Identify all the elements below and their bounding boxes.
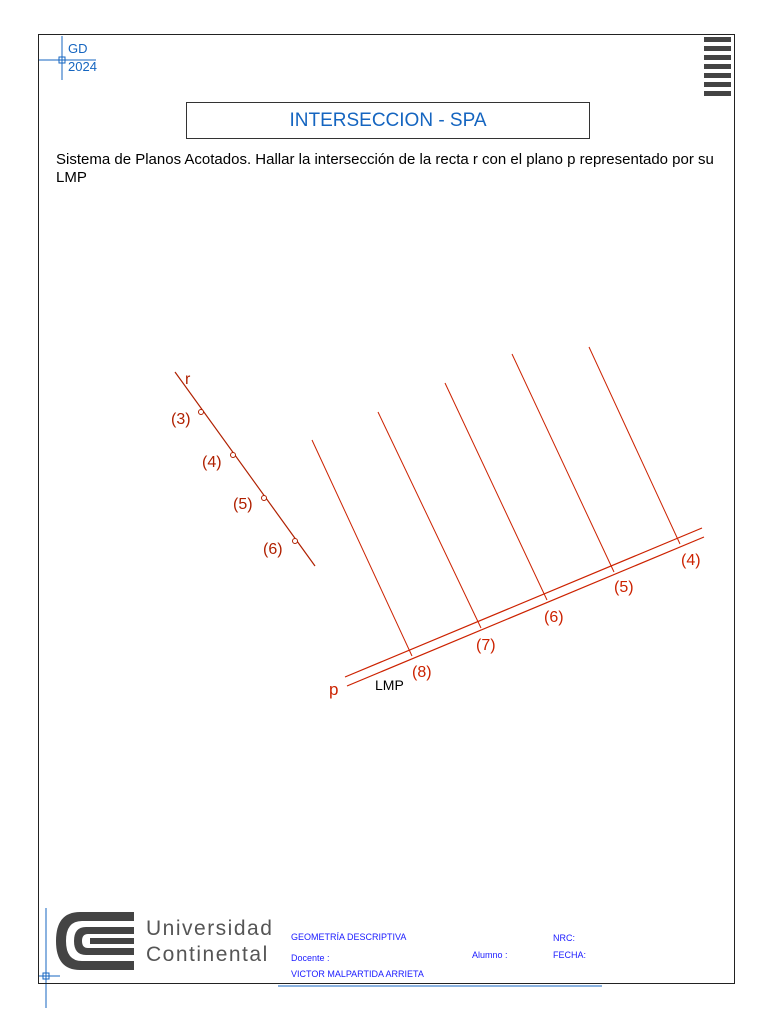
line-r-elevation: (4) [202,454,222,471]
exercise-title: INTERSECCION - SPA [289,109,487,131]
course-name: GEOMETRÍA DESCRIPTIVA [291,932,407,942]
university-logo-icon [54,910,138,972]
docente-name: VICTOR MALPARTIDA ARRIETA [291,969,424,979]
nrc-label: NRC: [553,933,575,943]
lmp-line-lower [347,537,704,686]
contour-line [589,347,680,544]
line-r-elevation: (5) [233,496,253,513]
docente-label: Docente : [291,953,330,963]
contour-elevation: (7) [476,637,496,654]
line-r-point [293,539,298,544]
contour-line [512,354,614,572]
fecha-label: FECHA: [553,950,587,960]
course-code: GD [68,41,88,56]
plane-label: p [329,680,339,699]
line-r-point [262,496,267,501]
line-r [175,372,315,566]
contour-elevation: (5) [614,579,634,596]
contour-line [378,412,481,628]
university-name-line2: Continental [146,943,269,966]
contour-line [312,440,412,656]
alumno-label: Alumno : [472,950,508,960]
line-r-point [199,410,204,415]
line-r-point [231,453,236,458]
line-r-elevation: (6) [263,541,283,558]
contour-elevation: (4) [681,552,701,569]
course-year: 2024 [68,59,97,74]
contour-elevation: (6) [544,609,564,626]
problem-statement: Sistema de Planos Acotados. Hallar la intersección de la recta r con el plano p representado por su LMP [56,151,714,186]
contour-line [445,383,547,600]
lmp-label: LMP [375,677,404,693]
contour-elevation: (8) [412,664,432,681]
line-r-label: r [185,371,191,388]
line-r-elevation: (3) [171,411,191,428]
university-name-line1: Universidad [146,917,274,940]
